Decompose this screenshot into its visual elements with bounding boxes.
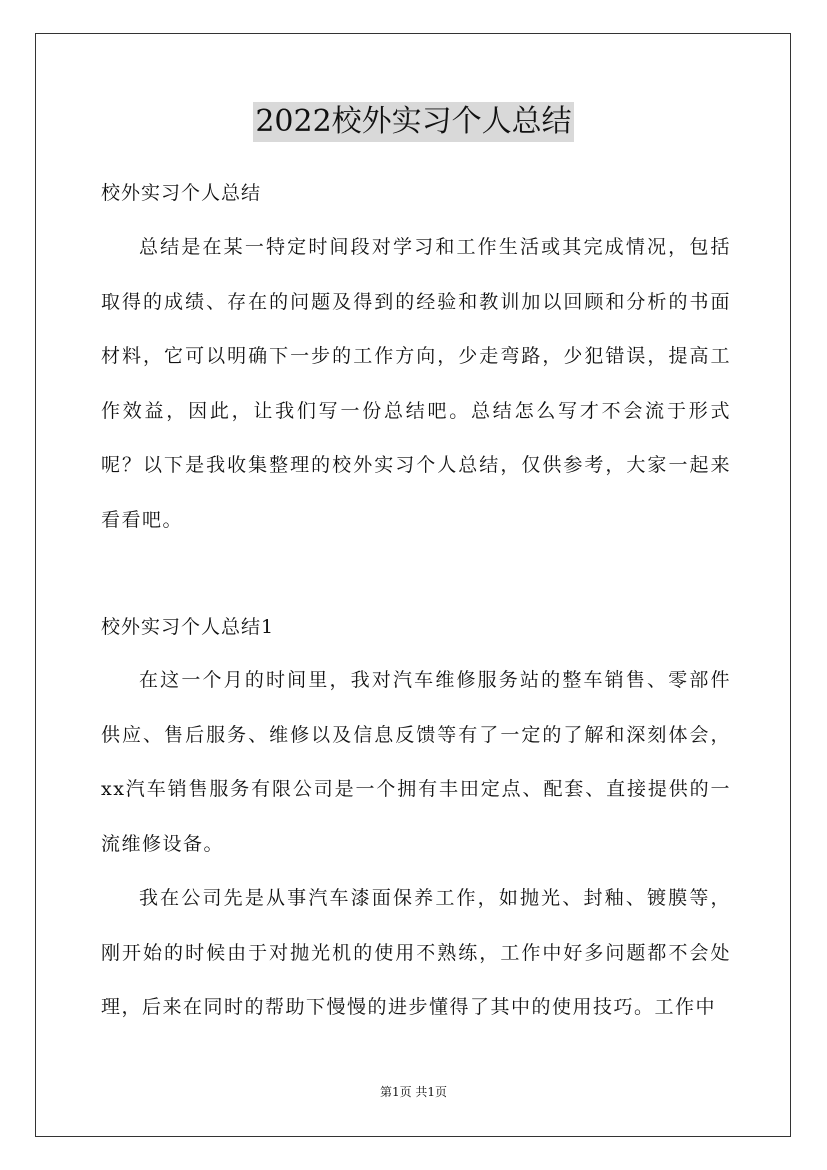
main-heading: 校外实习个人总结 [101,182,262,204]
intro-paragraph: 总结是在某一特定时间段对学习和工作生活或其完成情况，包括取得的成绩、存在的问题及得到的经验和教训加以回顾和分析的书面材料，它可以明确下一步的工作方向，少走弯路，少犯错误，提高工作效益，因此，让我们写一份总结吧。总结怎么写才不会流于形式呢？以下是我收集整理的校外实习个人总结，仅供参考，大家一起来看看吧。 [101,236,731,531]
section-1-paragraph-1: 在这一个月的时间里，我对汽车维修服务站的整车销售、零部件供应、售后服务、维修以及信息反馈等有了一定的了解和深刻体会，xx汽车销售服务有限公司是一个拥有丰田定点、配套、直接提供的一流维修设备。 [101,669,731,855]
section-1-block [101,653,731,1035]
section-1-heading: 校外实习个人总结1 [101,616,275,638]
document-title: 2022校外实习个人总结 [253,102,573,142]
title-container [0,102,827,142]
intro-block [101,220,731,547]
page-footer: 第1页 共1页 [379,1085,448,1099]
section-1-paragraph-2: 我在公司先是从事汽车漆面保养工作，如抛光、封釉、镀膜等，刚开始的时候由于对抛光机的使用不熟练，工作中好多问题都不会处理，后来在同时的帮助下慢慢的进步懂得了其中的使用技巧。工作中 [101,887,731,1018]
